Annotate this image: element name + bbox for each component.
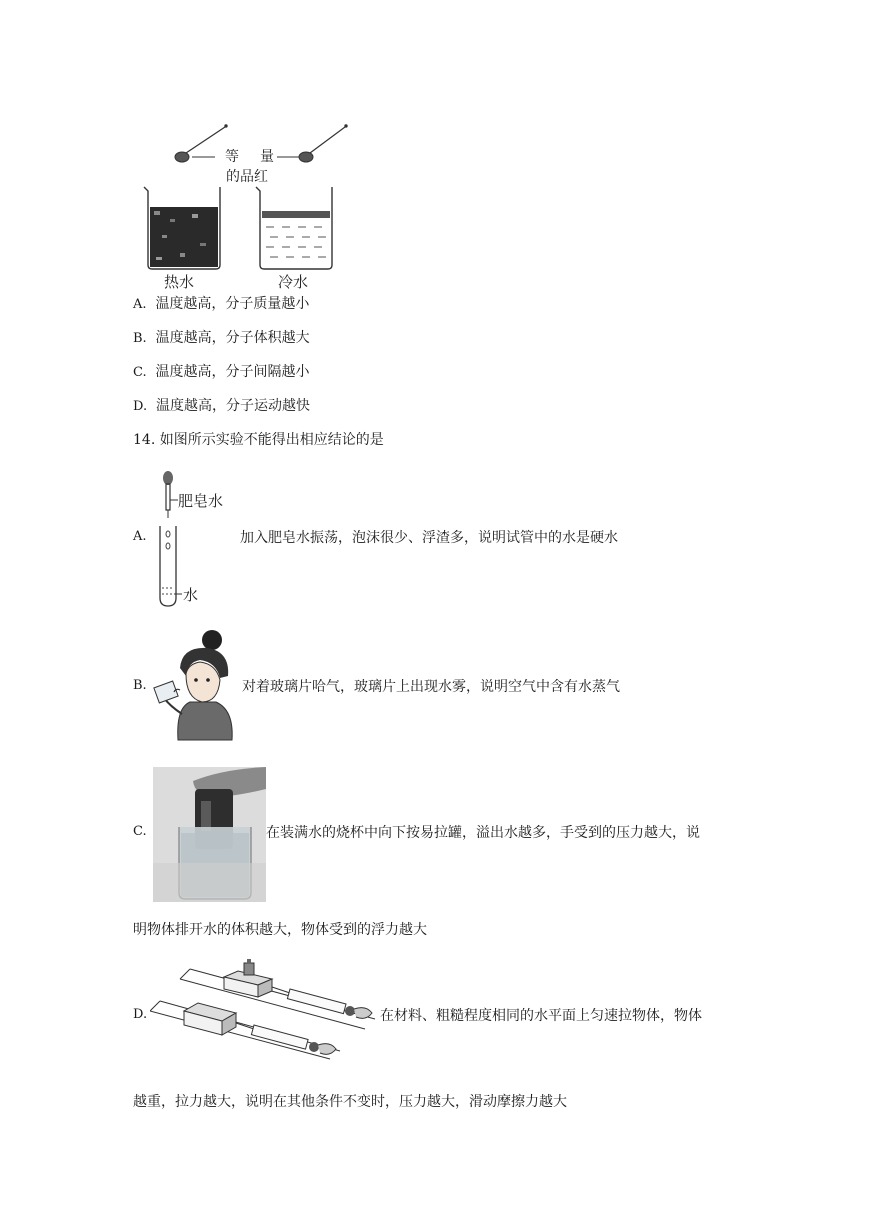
label-equal: 等 [225,148,239,164]
option-letter: D. [133,399,148,414]
q14-d-text-line2: 越重，拉力越大，说明在其他条件不变时，压力越大，滑动摩擦力越大 [133,1094,567,1110]
can-in-beaker-photo [153,767,266,902]
dropper-icon [163,471,173,518]
dropper-right-icon [299,125,347,162]
q14-b-text: 对着玻璃片哈气，玻璃片上出现水雾，说明空气中含有水蒸气 [242,679,620,695]
q13-figure [140,115,360,290]
option-letter: C. [133,365,147,380]
label-amount: 量 [260,148,274,164]
q14-d-figure [150,955,380,1060]
q14-c-letter: C. [133,824,147,839]
beaker-cold-label: 冷水 [278,274,309,290]
beaker-cold-icon [256,187,332,269]
dropper-left-icon [175,125,227,162]
option-text: 温度越高，分子间隔越小 [155,364,310,380]
q14-c-text-line1: 在装满水的烧杯中向下按易拉罐，溢出水越多，手受到的压力越大，说 [266,825,700,841]
q14-b-letter: B. [133,678,147,693]
q14-a-figure [150,470,245,610]
q14-stem: 14. 如图所示实验不能得出相应结论的是 [133,432,384,448]
q13-option-d [133,396,310,417]
q14-d-text-line1: 在材料、粗糙程度相同的水平面上匀速拉物体，物体 [380,1008,702,1024]
option-text: 温度越高，分子运动越快 [156,398,310,414]
block-icon [184,1003,236,1035]
option-letter: B. [133,331,147,346]
water-label: 水 [183,587,199,604]
beakers-diagram [140,115,360,290]
spring-scale-upper-icon [272,987,372,1018]
q14-b-figure [150,628,240,743]
label-pinkred: 的品红 [226,168,268,184]
q14-a-text: 加入肥皂水振荡，泡沫很少、浮渣多，说明试管中的水是硬水 [240,530,618,546]
friction-experiment-diagram [150,955,380,1060]
q14-a-letter: A. [133,529,147,544]
q13-option-a [133,294,309,315]
block-with-weight-icon [224,959,272,997]
option-letter: A. [133,297,147,312]
q14-c-figure [153,767,266,902]
q13-option-b [133,328,310,349]
q13-option-c [133,362,310,383]
option-text: 温度越高，分子体积越大 [155,330,310,346]
soap-test-tube-diagram [150,470,245,610]
soap-water-label: 肥皂水 [178,493,224,510]
beaker-hot-label: 热水 [164,274,195,290]
q14-c-text-line2: 明物体排开水的体积越大，物体受到的浮力越大 [133,922,427,938]
test-tube-icon [160,526,176,606]
beaker-hot-icon [144,187,220,269]
girl-breathing-icon [150,628,240,743]
option-text: 温度越高，分子质量越小 [155,296,310,312]
spring-scale-lower-icon [236,1023,336,1054]
q14-d-letter: D. [133,1007,148,1022]
